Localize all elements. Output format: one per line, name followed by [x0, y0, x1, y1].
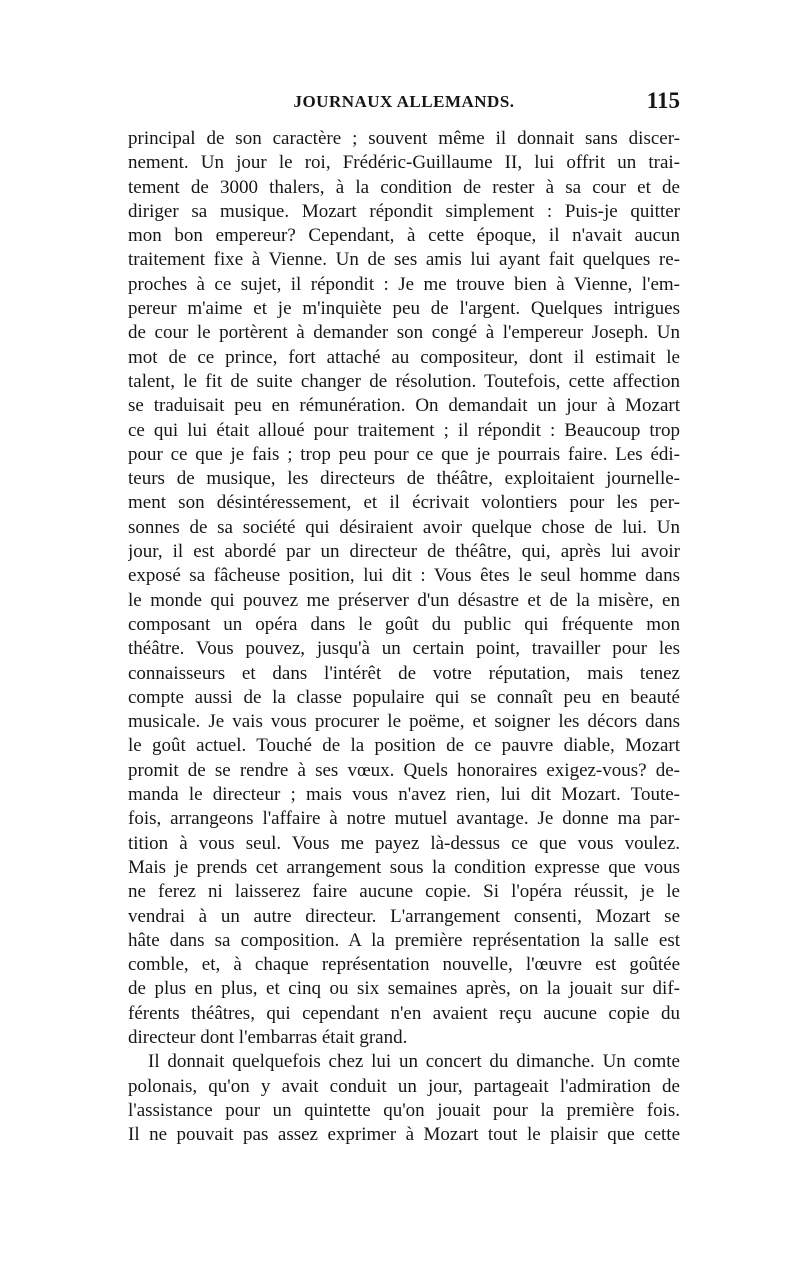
- text-line: tition à vous seul. Vous me payez là-dessus ce que vous voulez.: [128, 832, 680, 854]
- text-line: promit de se rendre à ses vœux. Quels honoraires exigez-vous? de-: [128, 759, 680, 781]
- running-head-title: JOURNAUX ALLEMANDS.: [293, 92, 515, 111]
- text-line: polonais, qu'on y avait conduit un jour, partageait l'admiration de: [128, 1075, 680, 1097]
- text-line: exposé sa fâcheuse position, lui dit : Vous êtes le seul homme dans: [128, 565, 680, 587]
- text-line: Il donnait quelquefois chez lui un concert du dimanche. Un comte: [148, 1051, 680, 1073]
- text-line: traitement fixe à Vienne. Un de ses amis lui ayant fait quelques re-: [128, 249, 680, 271]
- text-line: mon bon empereur? Cependant, à cette époque, il n'avait aucun: [128, 225, 680, 247]
- text-line: le goût actuel. Touché de la position de ce pauvre diable, Mozart: [128, 735, 680, 757]
- text-line: sonnes de sa société qui désiraient avoir quelque chose de lui. Un: [128, 516, 680, 538]
- text-line: tement de 3000 thalers, à la condition de rester à sa cour et de: [128, 176, 680, 198]
- text-line: mot de ce prince, fort attaché au compositeur, dont il estimait le: [128, 346, 680, 368]
- text-line: manda le directeur ; mais vous n'avez rien, lui dit Mozart. Toute-: [128, 784, 680, 806]
- text-line: ce qui lui était alloué pour traitement ; il répondit : Beaucoup trop: [128, 419, 680, 441]
- text-line: Il ne pouvait pas assez exprimer à Mozart tout le plaisir que cette: [128, 1124, 680, 1146]
- text-line: musicale. Je vais vous procurer le poëme, et soigner les décors dans: [128, 711, 680, 733]
- text-line: diriger sa musique. Mozart répondit simplement : Puis-je quitter: [128, 200, 680, 222]
- text-line: ne ferez ni laisserez faire aucune copie. Si l'opéra réussit, je le: [128, 881, 680, 903]
- text-line: composant un opéra dans le goût du public qui fréquente mon: [128, 613, 680, 635]
- text-line: férents théâtres, qui cependant n'en avaient reçu aucune copie du: [128, 1002, 680, 1024]
- text-line: teurs de musique, les directeurs de théâtre, exploitaient journelle-: [128, 468, 680, 490]
- text-line: connaisseurs et dans l'intérêt de votre réputation, mais tenez: [128, 662, 680, 684]
- text-line: hâte dans sa composition. A la première représentation la salle est: [128, 929, 680, 951]
- text-line: le monde qui pouvez me préserver d'un désastre et de la misère, en: [128, 589, 680, 611]
- text-line: se traduisait peu en rémunération. On demandait un jour à Mozart: [128, 395, 680, 417]
- page-number: 115: [646, 88, 680, 113]
- text-line: principal de son caractère ; souvent même il donnait sans discer-: [128, 128, 680, 149]
- text-line: ment son désintéressement, et il écrivait volontiers pour les per-: [128, 492, 680, 514]
- text-line: jour, il est abordé par un directeur de théâtre, qui, après lui avoir: [128, 541, 680, 563]
- text-line: directeur dont l'embarras était grand.: [128, 1026, 408, 1048]
- body-text: [128, 127, 680, 1147]
- text-line: Mais je prends cet arrangement sous la condition expresse que vous: [128, 856, 680, 878]
- text-line: fois, arrangeons l'affaire à notre mutuel avantage. Je donne ma par-: [128, 808, 680, 830]
- text-line: de plus en plus, et cinq ou six semaines après, on la jouait sur dif-: [128, 978, 680, 1000]
- text-line: l'assistance pour un quintette qu'on jouait pour la première fois.: [128, 1099, 680, 1121]
- running-head: [128, 88, 680, 120]
- text-line: proches à ce sujet, il répondit : Je me trouve bien à Vienne, l'em-: [128, 273, 680, 295]
- text-line: pour ce que je fais ; trop peu pour ce que je pourrais faire. Les édi-: [128, 443, 680, 465]
- text-line: de cour le portèrent à demander son congé à l'empereur Joseph. Un: [128, 322, 680, 344]
- text-line: compte aussi de la classe populaire qui se connaît peu en beauté: [128, 686, 680, 708]
- text-line: vendrai à un autre directeur. L'arrangement consenti, Mozart se: [128, 905, 680, 927]
- text-line: comble, et, à chaque représentation nouvelle, l'œuvre est goûtée: [128, 954, 680, 976]
- text-line: nement. Un jour le roi, Frédéric-Guillaume II, lui offrit un trai-: [128, 152, 680, 174]
- text-line: pereur m'aime et je m'inquiète peu de l'argent. Quelques intrigues: [128, 298, 680, 320]
- text-line: talent, le fit de suite changer de résolution. Toutefois, cette affection: [128, 370, 680, 392]
- text-line: théâtre. Vous pouvez, jusqu'à un certain point, travailler pour les: [128, 638, 680, 660]
